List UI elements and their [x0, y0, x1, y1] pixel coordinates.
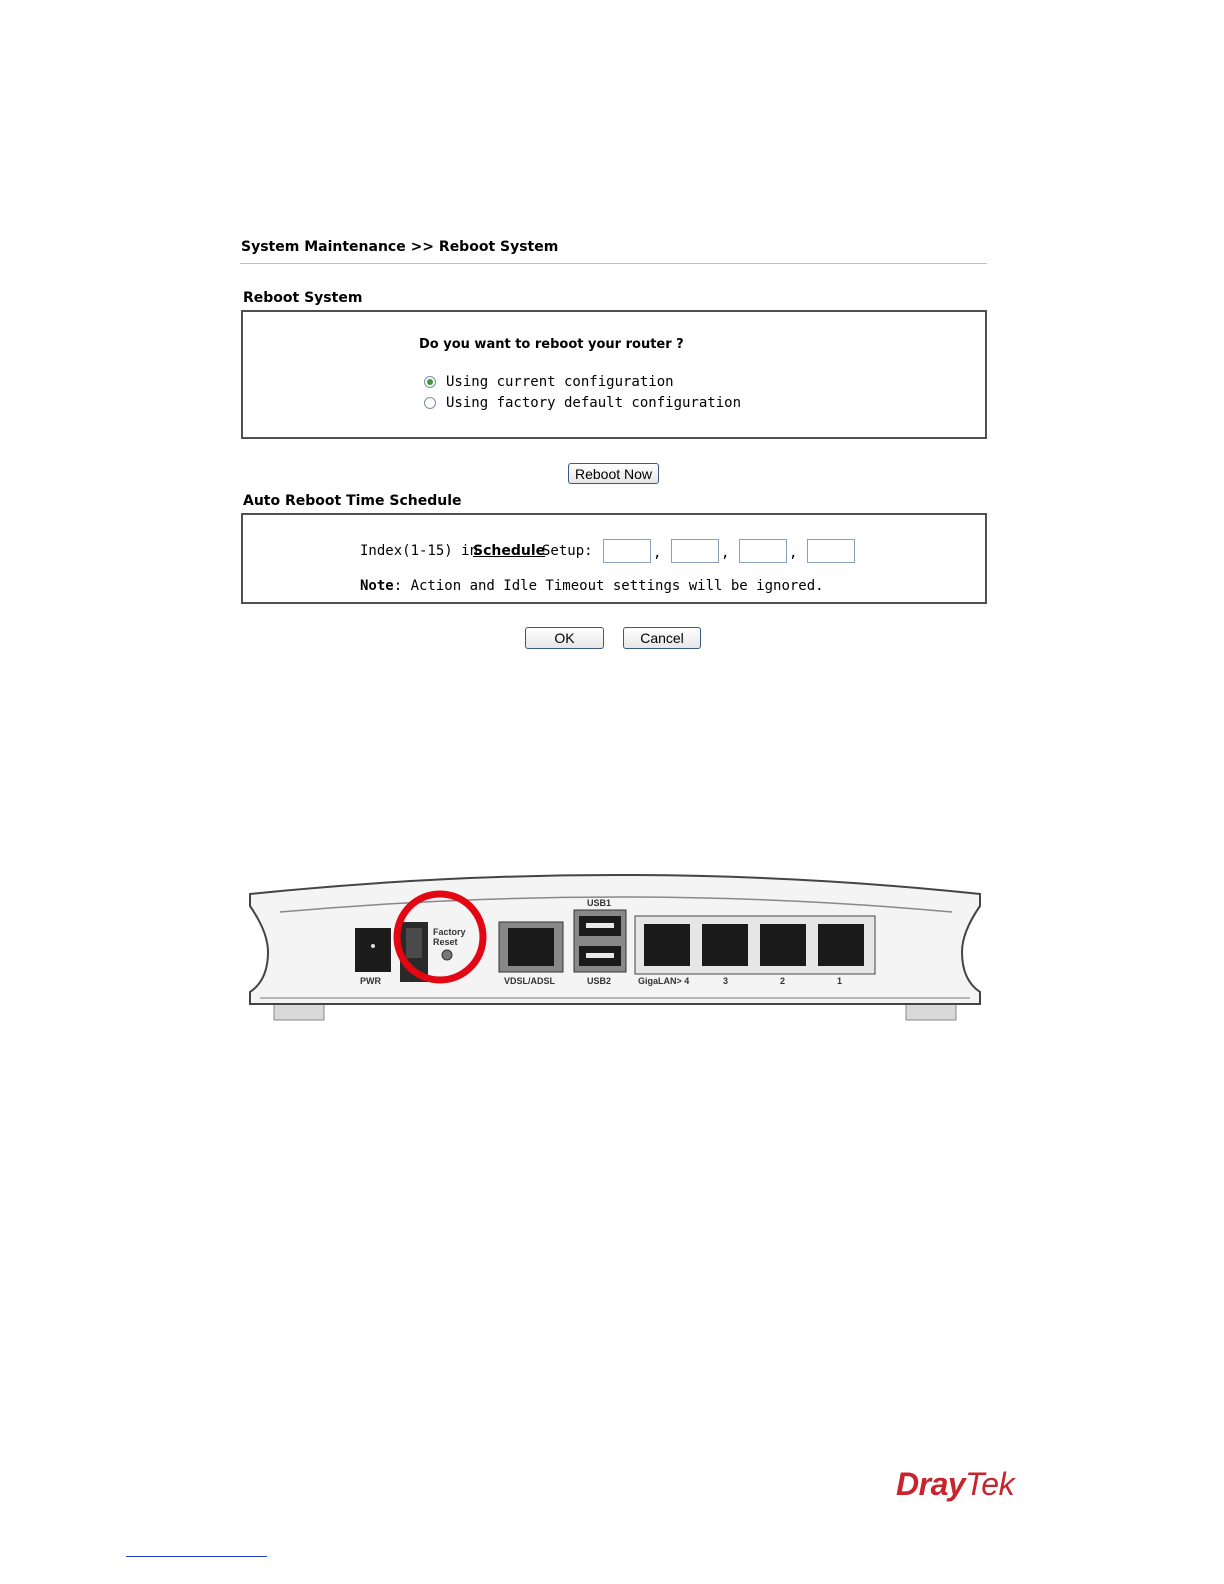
draytek-logo — [896, 1466, 1014, 1503]
reboot-now-button[interactable]: Reboot Now — [568, 463, 659, 484]
page-title: System Maintenance >> Reboot System — [241, 239, 559, 255]
power-switch-rocker — [406, 928, 422, 958]
option-current-config-label: Using current configuration — [446, 374, 674, 390]
schedule-index-input-2[interactable] — [671, 539, 719, 563]
lan-port-3 — [702, 924, 748, 966]
gigalan-label: GigaLAN> 4 — [638, 976, 690, 986]
port3-label: 3 — [723, 976, 729, 986]
reboot-question: Do you want to reboot your router ? — [419, 337, 684, 352]
option-current-config[interactable] — [424, 374, 674, 390]
setup-label: Setup: — [542, 543, 593, 559]
vdsl-port — [508, 928, 554, 966]
cancel-button[interactable]: Cancel — [623, 627, 701, 649]
logo-tek: Tek — [965, 1466, 1015, 1502]
reboot-section-title: Reboot System — [243, 290, 363, 306]
radio-current-config[interactable] — [424, 376, 436, 388]
usb1-label: USB1 — [587, 898, 612, 908]
logo-dray: Dray — [896, 1466, 966, 1502]
ok-button[interactable]: OK — [525, 627, 604, 649]
separator: , — [721, 545, 730, 561]
reset-label: Reset — [433, 937, 458, 947]
factory-reset-button — [442, 950, 452, 960]
router-rear-panel-image — [240, 862, 990, 1027]
schedule-note — [360, 578, 824, 594]
footer-link-underline[interactable] — [126, 1556, 267, 1557]
schedule-section-title: Auto Reboot Time Schedule — [243, 493, 462, 509]
separator: , — [789, 545, 798, 561]
vdsl-label: VDSL/ADSL — [504, 976, 556, 986]
pwr-label: PWR — [360, 976, 381, 986]
schedule-index-input-3[interactable] — [739, 539, 787, 563]
port2-label: 2 — [780, 976, 786, 986]
lan-port-2 — [760, 924, 806, 966]
power-pin — [371, 944, 375, 948]
usb2-tongue — [586, 953, 614, 958]
usb2-label: USB2 — [587, 976, 612, 986]
option-factory-default-label: Using factory default configuration — [446, 395, 742, 411]
schedule-index-input-4[interactable] — [807, 539, 855, 563]
schedule-link[interactable]: Schedule — [473, 543, 546, 559]
note-text: : Action and Idle Timeout settings will be ignored. — [393, 578, 824, 594]
factory-label: Factory — [433, 927, 466, 937]
title-divider — [240, 263, 987, 264]
option-factory-default[interactable] — [424, 395, 741, 411]
schedule-index-input-1[interactable] — [603, 539, 651, 563]
index-label: Index(1-15) in — [360, 543, 479, 559]
port1-label: 1 — [837, 976, 843, 986]
radio-selected-dot — [427, 379, 433, 385]
usb1-tongue — [586, 923, 614, 928]
power-jack — [355, 928, 391, 972]
radio-factory-default[interactable] — [424, 397, 436, 409]
note-label: Note — [360, 578, 394, 594]
lan-port-4 — [644, 924, 690, 966]
lan-port-1 — [818, 924, 864, 966]
separator: , — [653, 545, 662, 561]
